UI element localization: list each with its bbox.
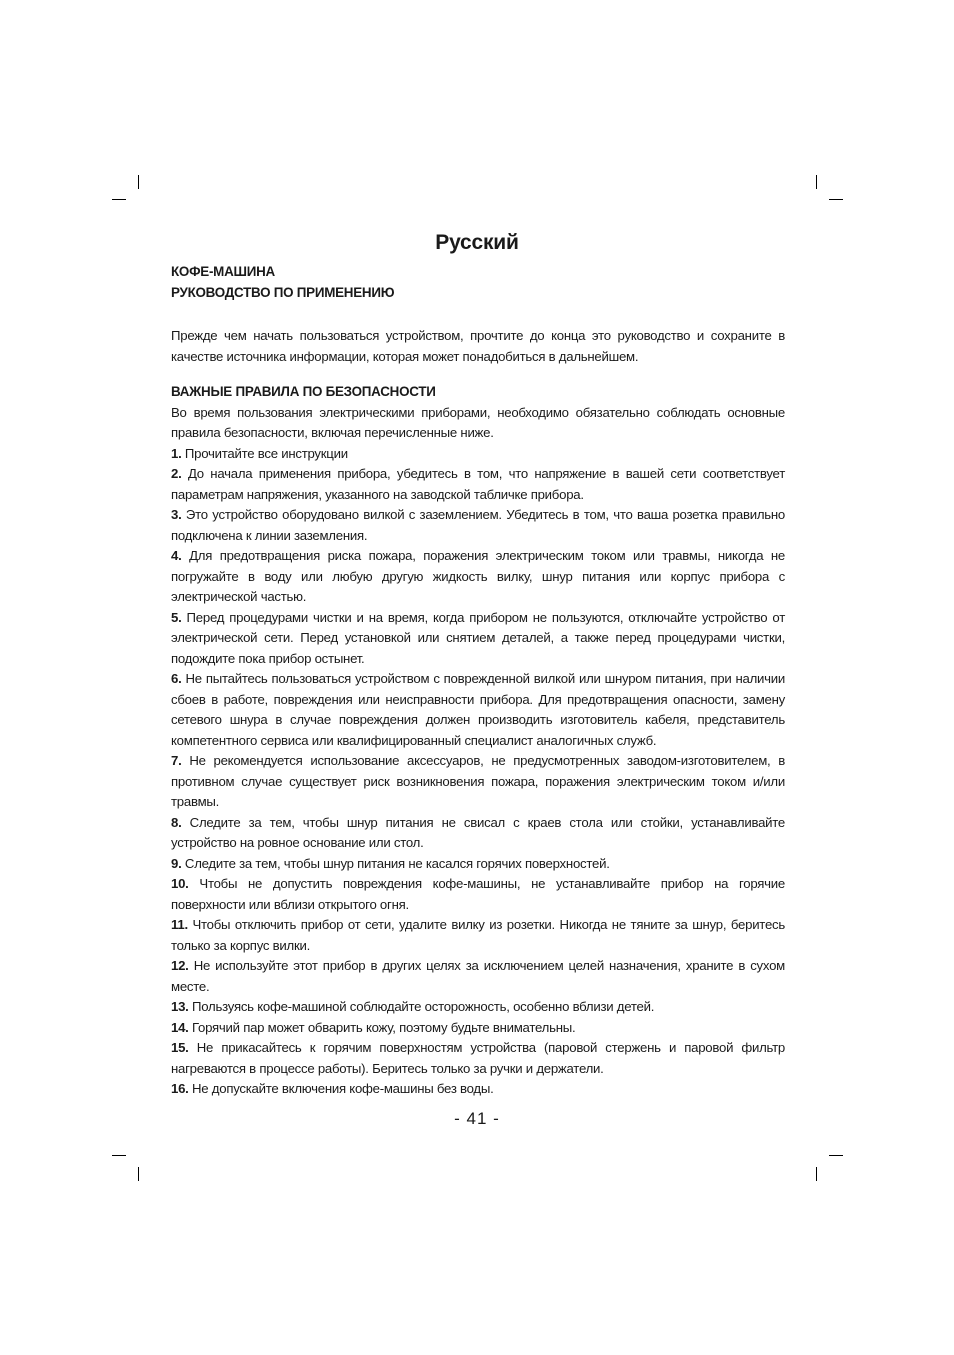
item-number: 10.	[171, 876, 189, 891]
list-item	[171, 854, 785, 875]
list-item	[171, 608, 785, 670]
list-item	[171, 751, 785, 813]
item-text: Не рекомендуется использование аксессуаров, не предусмотренных заводом-изготовителем, в противном случае существует риск возникновения пожара, поражения электрическим током и/или травмы.	[171, 753, 785, 809]
list-item	[171, 1018, 785, 1039]
item-text: Перед процедурами чистки и на время, когда прибором не пользуются, отключайте устройство от электрической сети. Перед установкой или снятием деталей, а также перед процедурами чистки, подождите пока прибор остынет.	[171, 609, 785, 666]
crop-mark-top-left-vertical	[138, 175, 139, 189]
item-text: Следите за тем, чтобы шнур питания не касался горячих поверхностей.	[184, 855, 610, 871]
item-number: 14.	[171, 1019, 189, 1035]
list-item	[171, 1038, 785, 1079]
item-text: Это устройство оборудовано вилкой с заземлением. Убедитесь в том, что ваша розетка правильно подключена к линии заземления.	[171, 507, 785, 543]
section-intro: Во время пользования электрическими приборами, необходимо обязательно соблюдать основные правила безопасности, включая перечисленные ниже.	[171, 404, 785, 440]
section-title: ВАЖНЫЕ ПРАВИЛА ПО БЕЗОПАСНОСТИ	[171, 384, 436, 399]
item-number: 13.	[171, 999, 189, 1014]
list-item	[171, 464, 785, 505]
item-number: 4.	[171, 548, 182, 563]
item-number: 8.	[171, 814, 182, 830]
list-item	[171, 669, 785, 751]
item-number: 5.	[171, 609, 182, 625]
crop-mark-bottom-left-horizontal	[112, 1155, 126, 1156]
list-item	[171, 546, 785, 608]
list-item	[171, 505, 785, 546]
item-text: Чтобы не допустить повреждения кофе-машины, не устанавливайте прибор на горячие поверхности или вблизи открытого огня.	[171, 876, 786, 912]
item-number: 3.	[171, 507, 182, 522]
list-item	[171, 915, 785, 956]
language-title: Русский	[435, 231, 519, 254]
item-text: Горячий пар может обварить кожу, поэтому будьте внимательны.	[192, 1019, 576, 1035]
crop-mark-bottom-right-vertical	[816, 1167, 817, 1181]
intro-paragraph: Прежде чем начать пользоваться устройством, прочтите до конца это руководство и сохраните в качестве источника информации, которая может понадобиться в дальнейшем.	[171, 328, 785, 364]
item-text: До начала применения прибора, убедитесь в том, что напряжение в вашей сети соответствует параметрам напряжения, указанного на заводской табличке прибора.	[171, 466, 785, 502]
crop-mark-bottom-right-horizontal	[829, 1155, 843, 1156]
item-number: 6.	[171, 671, 182, 686]
item-text: Не прикасайтесь к горячим поверхностям устройства (паровой стержень и паровой фильтр нагреваются в процессе работы). Беритесь только за ручки и держатели.	[171, 1040, 785, 1076]
crop-mark-top-right-vertical	[816, 175, 817, 189]
item-number: 11.	[171, 917, 188, 932]
item-number: 9.	[171, 855, 182, 871]
item-text: Не используйте этот прибор в других целях за исключением целей назначения, храните в сухом месте.	[171, 958, 785, 994]
item-number: 15.	[171, 1040, 189, 1055]
list-item	[171, 956, 785, 997]
item-number: 1.	[171, 445, 182, 461]
crop-mark-bottom-left-vertical	[138, 1167, 139, 1181]
document-title: КОФЕ-МАШИНА	[171, 264, 275, 279]
item-text: Чтобы отключить прибор от сети, удалите вилку из розетки. Никогда не тяните за шнур, беритесь только за корпус вилки.	[171, 917, 785, 953]
list-item	[171, 997, 785, 1018]
item-text: Прочитайте все инструкции	[184, 445, 348, 461]
item-number: 2.	[171, 466, 182, 481]
safety-rules-list	[171, 444, 785, 1100]
list-item	[171, 813, 785, 854]
item-text: Для предотвращения риска пожара, поражения электрическим током или травмы, никогда не погружайте в воду или любую другую жидкость вилку, шнур питания или корпус прибора с электрической частью.	[171, 548, 785, 604]
document-subtitle: РУКОВОДСТВО ПО ПРИМЕНЕНИЮ	[171, 284, 395, 300]
item-text: Пользуясь кофе-машиной соблюдайте осторожность, особенно вблизи детей.	[192, 999, 655, 1014]
list-item	[171, 874, 785, 915]
item-text: Не допускайте включения кофе-машины без воды.	[192, 1081, 494, 1096]
list-item	[171, 444, 785, 465]
page-content	[171, 262, 785, 1100]
list-item	[171, 1079, 785, 1100]
page-number: - 41 -	[454, 1109, 500, 1128]
crop-mark-top-right-horizontal	[829, 199, 843, 200]
item-number: 12.	[171, 958, 189, 973]
item-number: 7.	[171, 753, 182, 768]
crop-mark-top-left-horizontal	[112, 199, 126, 200]
item-text: Не пытайтесь пользоваться устройством с поврежденной вилкой или шнуром питания, при наличии сбоев в работе, повреждения или неисправности прибора. Для предотвращения опасности, замену сетевого шнура в случае повреждения должен производить изготовитель кабеля, представитель компетентного сервиса или квалифицированный специалист аналогичных служб.	[171, 671, 786, 748]
item-text: Следите за тем, чтобы шнур питания не свисал с краев стола или стойки, устанавливайте устройство на ровное основание или стол.	[171, 814, 785, 850]
item-number: 16.	[171, 1081, 189, 1096]
